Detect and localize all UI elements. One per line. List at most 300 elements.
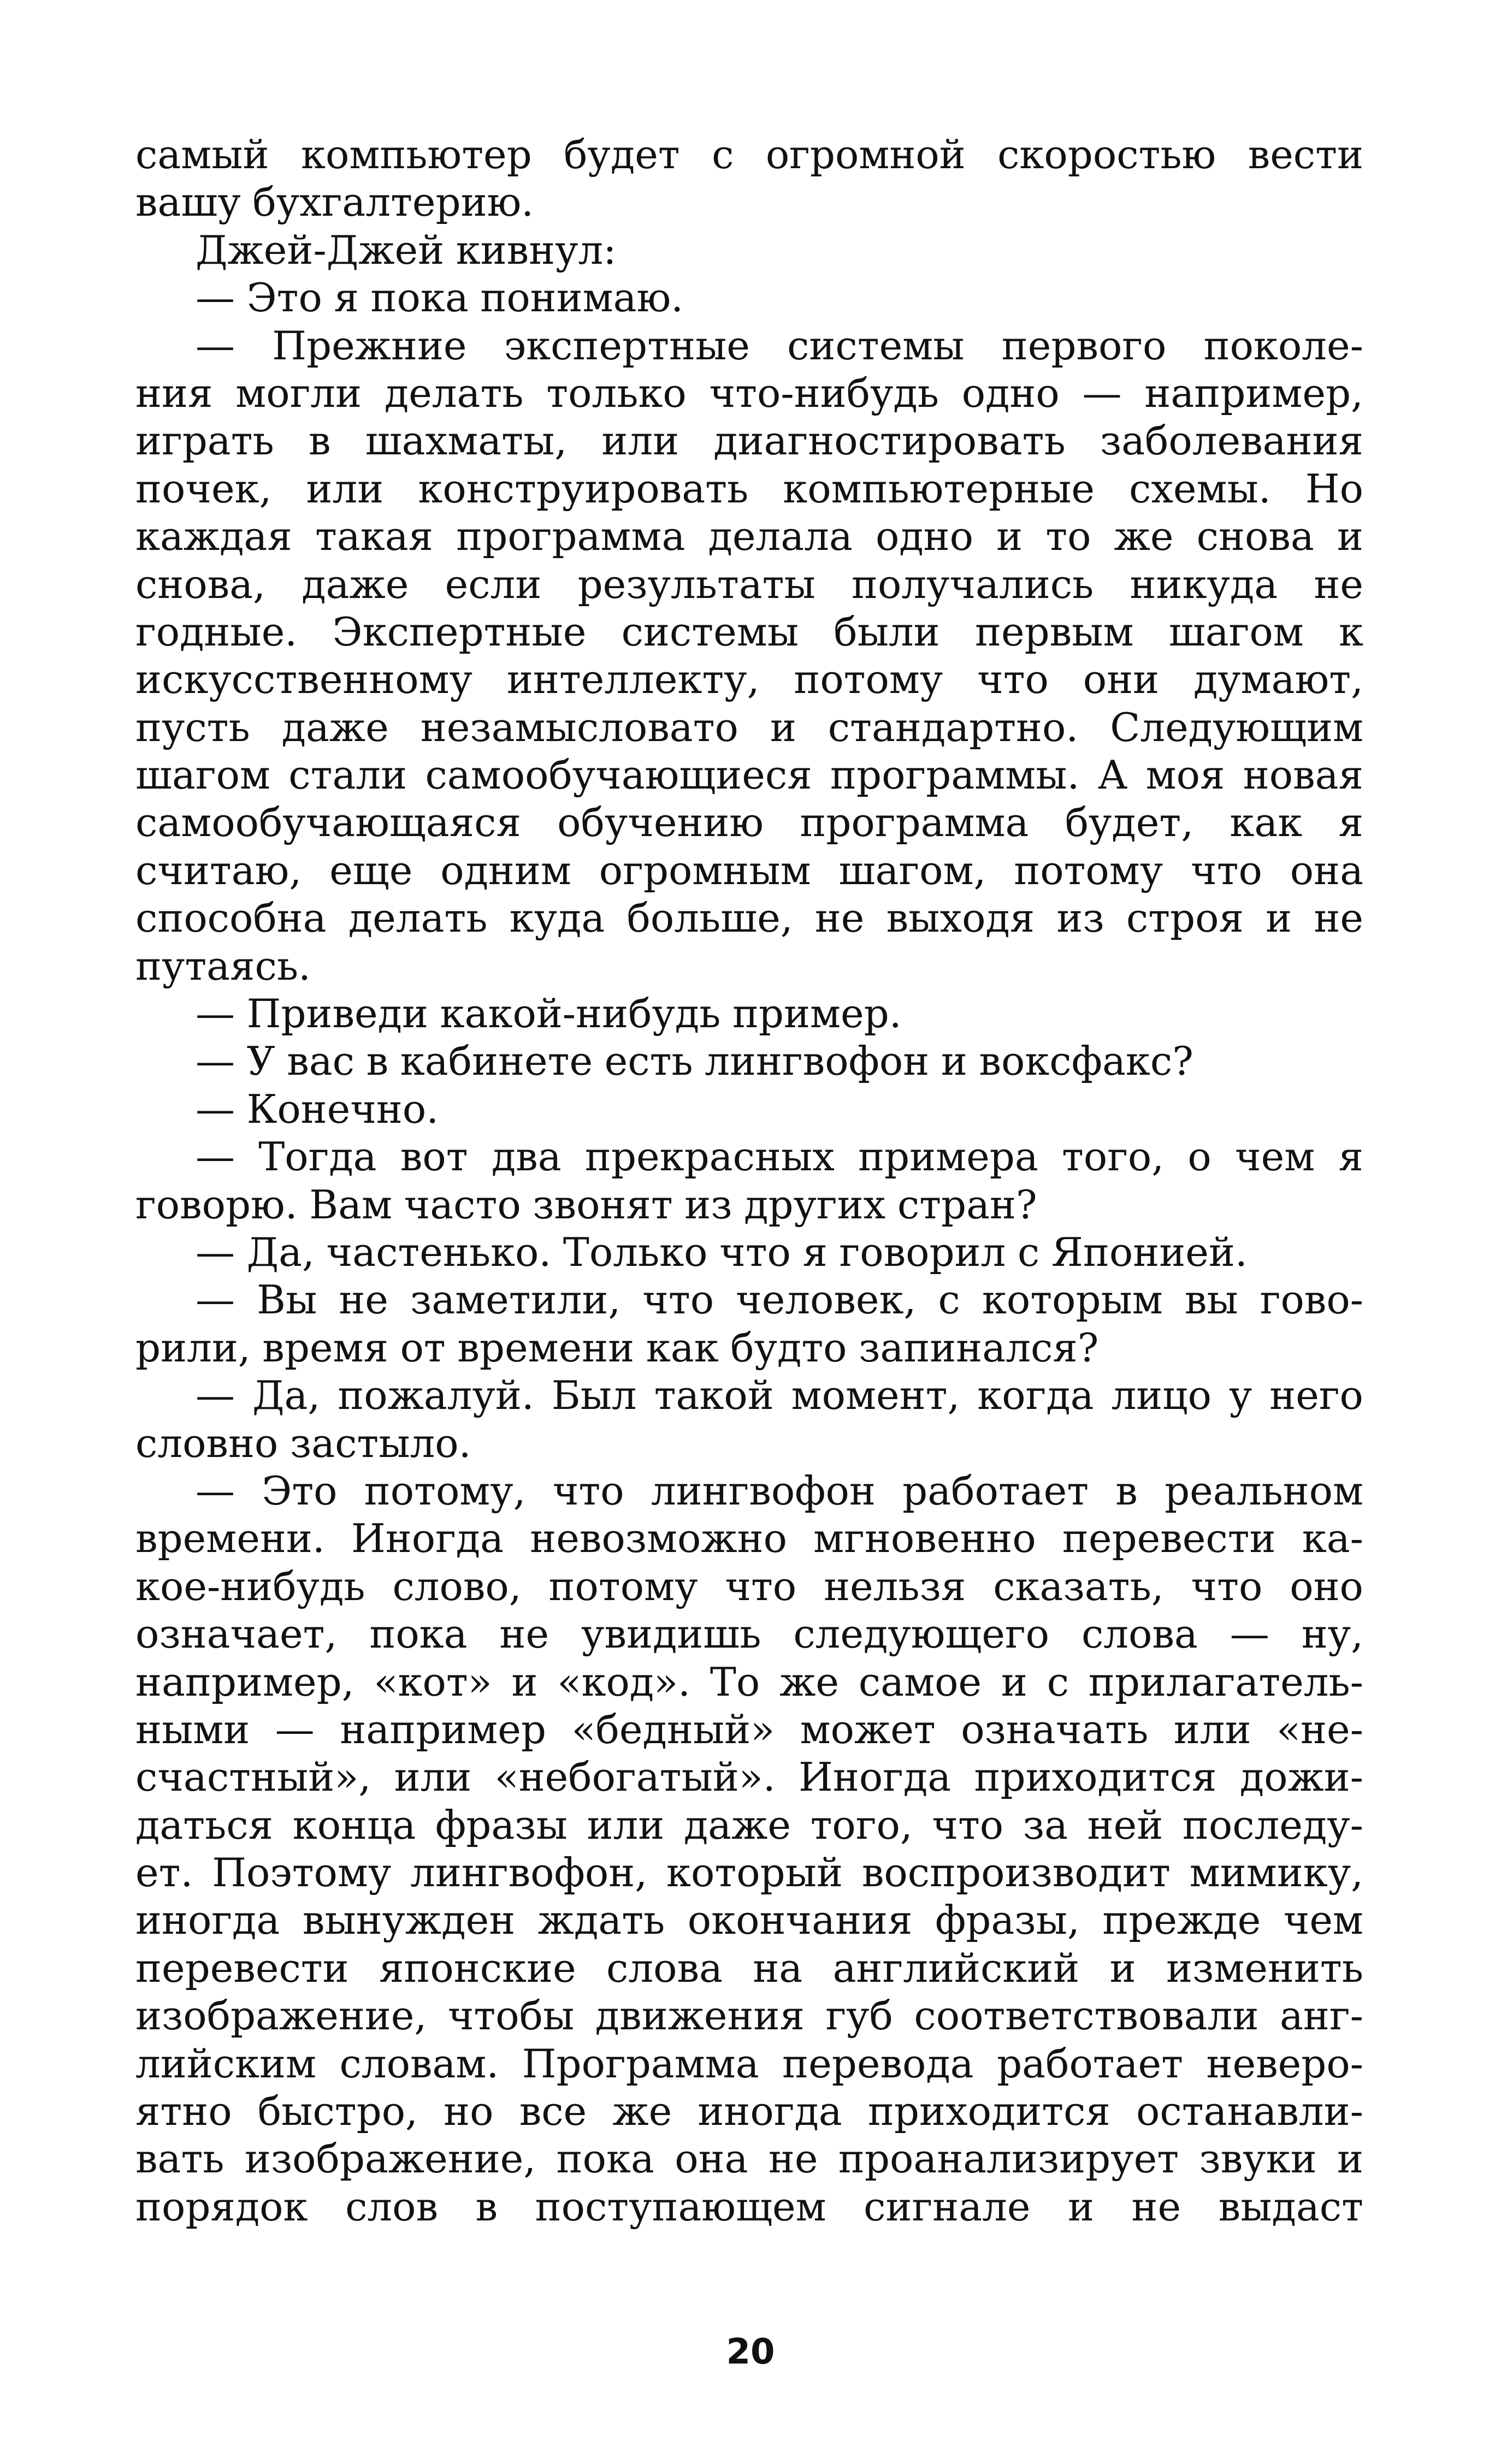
word: и [1266,895,1292,941]
word: не [1314,895,1363,941]
word: неверо- [1206,2040,1363,2087]
word: не [499,1611,549,1657]
word: порядок [135,2183,308,2230]
word: будет [564,132,680,177]
word: стали [288,752,407,798]
word: Программа [522,2040,759,2087]
word: я [1338,799,1363,846]
word: чем [1283,1897,1363,1944]
word: — [196,1134,235,1180]
word: не [814,895,865,941]
word: звуки [1199,2136,1317,2182]
word: за [1023,1802,1068,1848]
text-line [135,1945,1363,1992]
word: пусть [135,704,250,750]
word: она [675,2136,748,2182]
word: будет, [1065,799,1194,846]
word: что [932,1802,1004,1848]
word: поступающем [535,2183,826,2230]
word: куда [509,895,605,941]
word: соответствовали [914,1993,1259,2039]
word: перевести [135,1945,349,1991]
word: которым [982,1277,1163,1323]
text-line [135,370,1363,417]
text-line [135,1324,1363,1372]
word: английский [832,1945,1080,1991]
word: Экспертные [332,608,587,655]
word: шахматы, [365,418,568,464]
word: и [996,513,1023,560]
word: программы. [830,752,1080,798]
word: кое-нибудь [135,1563,365,1609]
word: ет. [135,1850,193,1896]
text-line [135,1897,1363,1944]
word: вести [1248,132,1363,177]
word: одно [961,370,1060,416]
word: — [275,1706,315,1752]
word: с [712,132,734,177]
word: делать [348,895,488,941]
word: приходится [974,1754,1217,1800]
word: первого [1001,322,1167,369]
word: огромным [599,847,811,893]
word: сигнале [864,2183,1031,2230]
word: каждая [135,513,292,560]
word: Джей-Джей [196,227,445,273]
word: первым [974,608,1134,655]
word: что [642,1277,714,1323]
word: шагом [135,752,270,798]
word: у [1228,1372,1252,1419]
word: вать [135,2136,224,2182]
word: пока [369,1611,468,1657]
word: что-нибудь [709,370,939,416]
word: вашу [135,179,241,226]
text-line [135,1467,1363,1515]
text-line [135,274,1363,322]
word: дожи- [1239,1754,1363,1800]
word: прекрасных [584,1134,835,1180]
word: в [1115,1467,1138,1514]
word: окончания [687,1897,913,1944]
word: то [1045,513,1091,560]
word: от [400,1324,446,1371]
word: что [1191,1563,1263,1609]
word: самообучающаяся [135,799,521,846]
word: интеллекту, [506,656,760,703]
word: чем [1235,1134,1315,1180]
word: что [1191,847,1262,893]
word: — [1082,370,1122,416]
text-line [135,2088,1363,2135]
word: Следующим [1110,704,1363,750]
word: если [445,561,542,607]
text-line [135,227,1363,274]
word: кивнул: [456,227,617,273]
word: но [444,2088,494,2135]
word: из [684,1181,732,1228]
word: даже [683,1802,791,1848]
word: выдаст [1218,2183,1363,2230]
word: потому, [364,1467,526,1514]
word: незамысловато [420,704,738,750]
word: Это [262,1467,338,1514]
word: — [196,991,235,1037]
word: следующего [793,1611,1050,1657]
word: момент, [791,1372,960,1419]
word: я [334,275,359,321]
word: времени [457,1324,635,1371]
text-line [135,1754,1363,1801]
text-line [135,1610,1363,1658]
word: иногда [698,2088,842,2135]
word: запинался? [859,1324,1099,1371]
word: в [308,418,331,464]
word: увидишь [581,1611,761,1657]
word: нельзя [824,1563,966,1609]
word: «не- [1277,1706,1363,1752]
word: есть [604,1038,693,1085]
word: лингвофон [705,1038,930,1085]
word: о [1187,1134,1212,1180]
word: или [1173,1706,1251,1752]
word: и [1001,1659,1027,1705]
word: же [1114,513,1174,560]
word: снова [1196,513,1314,560]
word: японские [379,1945,576,1991]
text-line [135,2183,1363,2231]
word: компьютер [300,132,532,177]
word: и [770,704,796,750]
word: строя [1126,895,1244,941]
word: Но [1305,465,1363,512]
word: такая [315,513,434,560]
word: огромной [765,132,966,177]
word: такой [654,1372,774,1419]
word: словно [135,1420,279,1466]
word: поколе- [1203,322,1363,369]
word: рили, [135,1324,251,1371]
word: почек, [135,465,272,512]
word: и [1337,513,1363,560]
word: бухгалтерию. [252,179,534,226]
word: воксфакс? [979,1038,1193,1085]
word: лингвофон, [410,1850,648,1896]
word: означает, [135,1611,338,1657]
word: экспертные [504,322,750,369]
word: — [196,1467,235,1514]
word: А [1097,752,1128,798]
word: того, [1062,1134,1165,1180]
word: Только [563,1229,708,1275]
word: делать [384,370,524,416]
text-line [135,751,1363,799]
text-line [135,1038,1363,1085]
word: например, [135,1659,354,1705]
word: не [1131,2183,1181,2230]
word: губ [825,1993,893,2039]
word: время [262,1324,388,1371]
word: ния [135,370,213,416]
word: или [587,1802,665,1848]
word: потому [794,656,943,703]
word: два [491,1134,562,1180]
word: мгновенно [813,1515,1036,1562]
word: — [196,275,235,321]
word: Приведи [246,991,428,1037]
word: или [394,1754,472,1800]
word: То [710,1659,760,1705]
word: компьютерные [783,465,1095,512]
text-line [135,1515,1363,1562]
word: времени. [135,1515,325,1562]
text-line [135,1086,1363,1133]
text-line [135,1992,1363,2040]
text-line [135,513,1363,560]
word: иногда [135,1897,280,1944]
word: работает [997,2040,1183,2087]
text-line [135,179,1363,226]
text-line [135,465,1363,513]
word: самообучающиеся [425,752,812,798]
word: результаты [577,561,815,607]
word: застыло. [289,1420,471,1466]
word: какой-нибудь [440,991,721,1037]
word: сказать, [993,1563,1164,1609]
word: что [977,656,1049,703]
word: вынужден [302,1897,516,1944]
word: к [1338,608,1363,655]
word: звонят [533,1181,673,1228]
word: означать [961,1706,1149,1752]
word: «код». [557,1659,691,1705]
text-line [135,1802,1363,1849]
word: могли [235,370,362,416]
word: получались [852,561,1094,607]
word: слово, [392,1563,522,1609]
word: способна [135,895,327,941]
word: новая [1243,752,1363,798]
word: ну, [1301,1611,1363,1657]
word: оно [1290,1563,1363,1609]
word: не [339,1277,388,1323]
word: ней [1087,1802,1163,1848]
text-line [135,704,1363,751]
word: потому [1014,847,1163,893]
text-line [135,799,1363,846]
word: ятно [135,2088,232,2135]
word: ными [135,1706,250,1752]
word: изменить [1166,1945,1363,1991]
text-line [135,656,1363,703]
word: приходится [867,2088,1110,2135]
word: пожалуй. [338,1372,534,1419]
word: ждать [537,1897,665,1944]
word: не [768,2136,818,2182]
word: фразы [435,1802,568,1848]
word: я [1338,1134,1363,1180]
word: что [725,1563,797,1609]
word: Поэтому [212,1850,392,1896]
word: выходя [886,895,1035,941]
word: потому [548,1563,698,1609]
word: даже [302,561,409,607]
text-line [135,2040,1363,2088]
word: играть [135,418,274,464]
word: самое [858,1659,982,1705]
word: Это [246,275,322,321]
text-line [135,1372,1363,1419]
word: системы [621,608,799,655]
text-line [135,2135,1363,2183]
word: думают, [1193,656,1363,703]
word: проанализирует [838,2136,1179,2182]
word: снова, [135,561,266,607]
word: Тогда [258,1134,377,1180]
word: него [1269,1372,1363,1419]
text-line [135,1229,1363,1276]
text-line [135,322,1363,370]
word: работает [902,1467,1089,1514]
text-line [135,943,1363,990]
word: и [511,1659,538,1705]
text-line [135,847,1363,895]
word: еще [329,847,413,893]
word: — [196,1086,235,1132]
word: прежде [1102,1897,1261,1944]
text-line [135,1706,1363,1754]
word: системы [787,322,965,369]
word: же [612,2088,672,2135]
word: фразы, [935,1897,1080,1944]
word: Да, [246,1229,315,1275]
word: заболевания [1100,418,1363,464]
word: перевода [782,2040,974,2087]
word: говорил [839,1229,1006,1275]
word: анг- [1280,1993,1363,2039]
word: У [246,1038,275,1085]
word: будто [730,1324,847,1371]
word: понимаю. [480,275,684,321]
word: заметили, [410,1277,621,1323]
text-line [135,417,1363,465]
word: схемы. [1129,465,1271,512]
page-body [135,131,1363,2231]
word: — [196,1038,235,1085]
word: считаю, [135,847,302,893]
word: даться [135,1802,274,1848]
word: или [306,465,384,512]
word: других [744,1181,886,1228]
word: больше, [627,895,793,941]
word: последу- [1182,1802,1363,1848]
word: пока [556,2136,654,2182]
word: слова [1081,1611,1198,1657]
word: стандартно. [828,704,1079,750]
word: например, [1144,370,1363,416]
word: лингвофон [651,1467,876,1514]
word: когда [977,1372,1094,1419]
word: который [666,1850,843,1896]
word: стран? [897,1181,1037,1228]
word: они [1083,656,1160,703]
word: шагом [1168,608,1304,655]
word: слов [345,2183,439,2230]
word: с [1047,1659,1069,1705]
word: «бедный» [571,1706,775,1752]
word: кабинете [400,1038,593,1085]
word: Японией. [1051,1229,1248,1275]
word: в [475,2183,498,2230]
word: и [1109,1945,1136,1991]
word: что [552,1467,624,1514]
word: — [196,322,235,369]
word: мимику, [1189,1850,1363,1896]
word: Прежние [272,322,467,369]
word: «небогатый». [494,1754,776,1800]
word: — [196,1277,235,1323]
word: делала [708,513,853,560]
word: говорю. [135,1181,298,1228]
word: Конечно. [246,1086,439,1132]
word: искусственному [135,656,472,703]
word: частенько. [326,1229,552,1275]
word: «кот» [374,1659,492,1705]
word: и [941,1038,967,1085]
word: не [1314,561,1363,607]
word: как [1230,799,1303,846]
word: чтобы [447,1993,575,2039]
text-line [135,990,1363,1038]
word: же [779,1659,839,1705]
word: вот [400,1134,468,1180]
word: как [646,1324,719,1371]
word: реальном [1165,1467,1363,1514]
word: шагом, [838,847,986,893]
word: конца [292,1802,416,1848]
word: скоростью [997,132,1216,177]
word: даже [281,704,389,750]
word: часто [404,1181,521,1228]
text-line [135,1133,1363,1181]
word: обучению [557,799,764,846]
word: лийским [135,2040,317,2087]
text-line [135,131,1363,179]
text-line [135,1181,1363,1229]
word: программа [800,799,1029,846]
word: человек, [736,1277,917,1323]
word: моя [1145,752,1225,798]
word: невозможно [530,1515,787,1562]
word: Вам [309,1181,393,1228]
word: с [1017,1229,1040,1275]
word: я [802,1229,828,1275]
text-line [135,895,1363,942]
word: конструировать [418,465,749,512]
word: диагностировать [713,418,1066,464]
word: — [196,1229,235,1275]
word: путаясь. [135,943,311,989]
text-line [135,1659,1363,1706]
word: примера [858,1134,1038,1180]
word: — [196,1372,235,1419]
word: в [366,1038,389,1085]
word: счастный», [135,1754,371,1800]
word: на [753,1945,803,1991]
word: быстро, [257,2088,418,2135]
word: вы [1184,1277,1238,1323]
word: движения [595,1993,805,2039]
